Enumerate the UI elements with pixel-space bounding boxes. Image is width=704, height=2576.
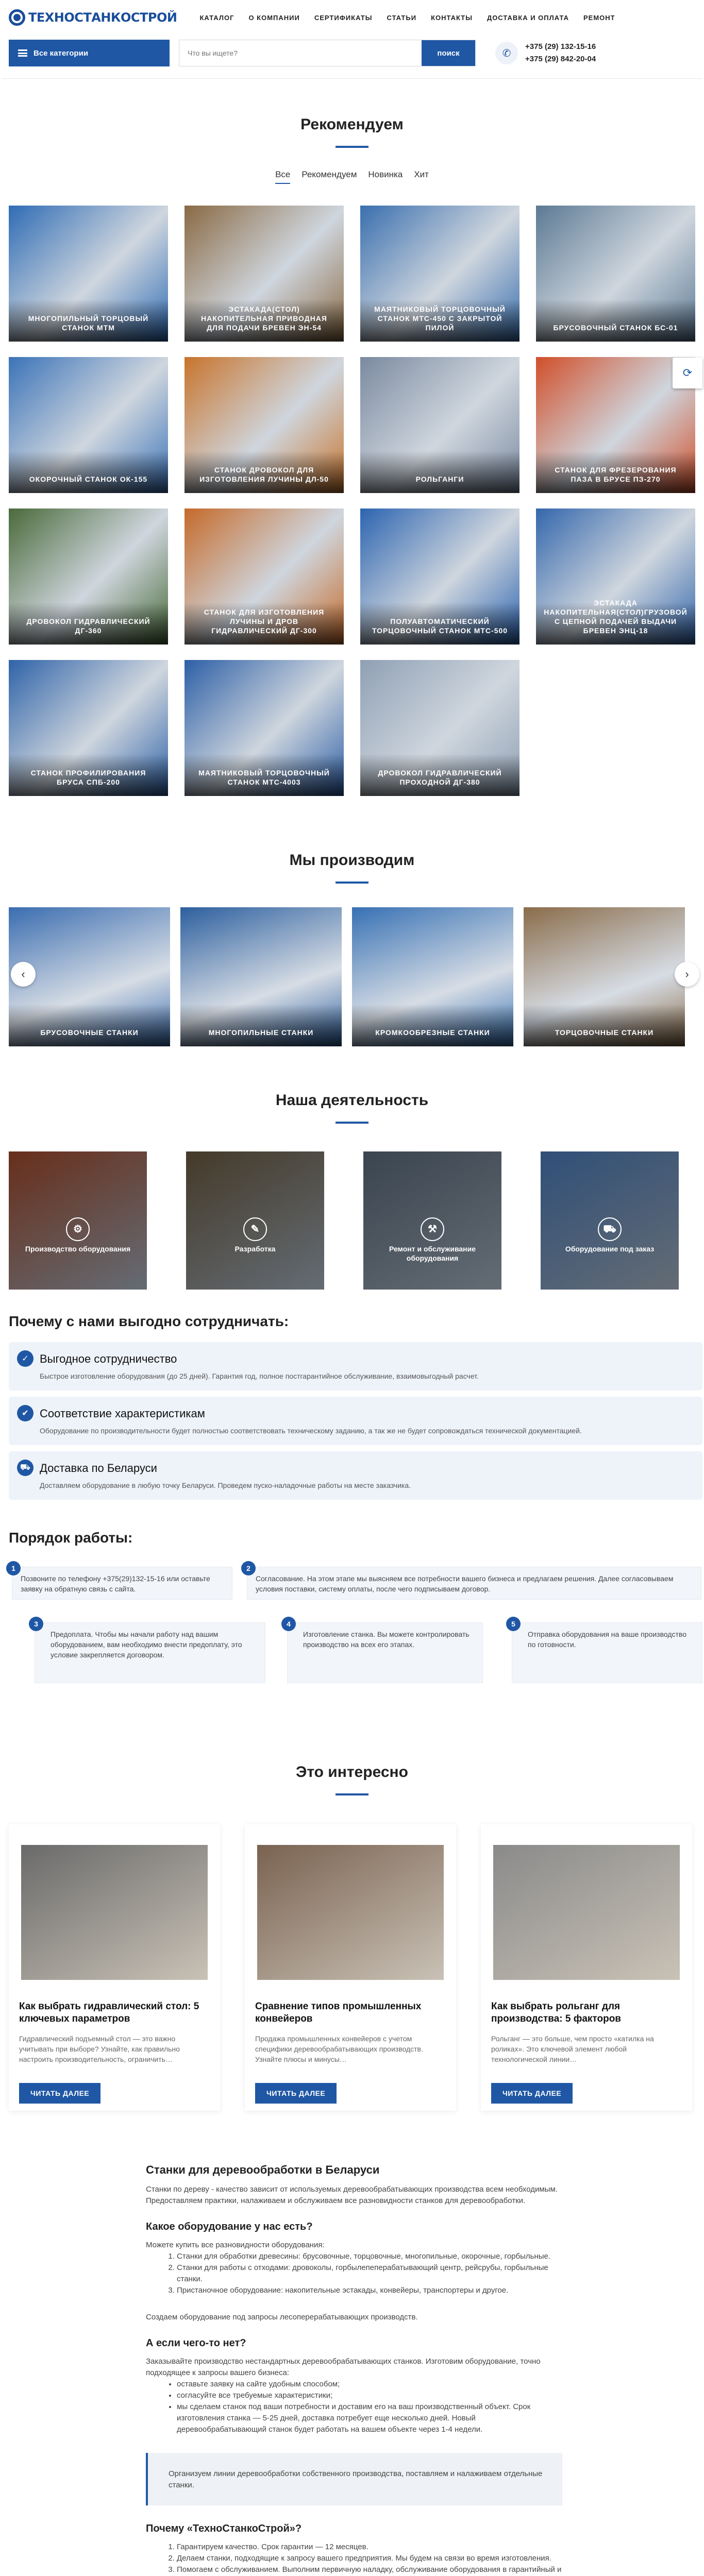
order-steps [9,1564,702,1686]
why-item-text: Оборудование по производительности будет полностью соответствовать техническому заданию, а так же не будет сопровождаться технической документацией. [40,1427,582,1435]
activity-label: Производство оборудования [25,1245,131,1253]
nav-certificates[interactable]: СЕРТИФИКАТЫ [314,13,373,22]
nav-delivery[interactable]: ДОСТАВКА И ОПЛАТА [487,13,569,22]
seo-heading: Станки для деревообработки в Беларуси [146,2163,380,2176]
activity-label: Оборудование под заказ [565,1245,655,1253]
activity-item[interactable] [9,1151,147,1290]
product-card[interactable] [360,206,519,342]
product-card-label: ДРОВОКОЛ ГИДРАВЛИЧЕСКИЙ ДГ-360 [9,602,168,645]
factory-icon: ⚙ [66,1217,90,1241]
activity-caption [541,1217,679,1253]
recommend-grid [9,206,702,796]
product-card[interactable] [536,206,695,342]
article-photo[interactable] [493,1845,680,1980]
product-card[interactable] [360,660,519,796]
product-card-label: СТАНОК ПРОФИЛИРОВАНИЯ БРУСА СПБ-200 [9,754,168,796]
product-card-label: СТАНОК ДРОВОКОЛ ДЛЯ ИЗГОТОВЛЕНИЯ ЛУЧИНЫ ДЛ-50 [185,451,344,493]
site-logo[interactable] [9,9,177,26]
title-underline [336,1793,368,1795]
seo-steps-list [177,2379,562,2435]
order-step [35,1622,265,1683]
article-excerpt: Гидравлический подъемный стол — это важно учитывать при выборе? Узнайте, как правильно настроить производительность, ограничить… [19,2035,180,2063]
product-card-label: ОКОРОЧНЫЙ СТАНОК ОК-155 [9,451,168,493]
recaptcha-badge[interactable]: ⟳ [673,358,702,388]
product-card-label: РОЛЬГАНГИ [360,451,519,493]
header-phone-2[interactable]: +375 (29) 842-20-04 [525,55,596,63]
activity-item[interactable] [363,1151,501,1290]
step-number: 4 [281,1617,296,1631]
category-slide[interactable] [352,907,513,1046]
article-card [245,1824,456,2111]
why-item-title: Выгодное сотрудничество [40,1352,177,1365]
activity-label: Ремонт и обслуживание оборудования [389,1245,476,1262]
product-card-label: ПОЛУАВТОМАТИЧЕСКИЙ ТОРЦОВОЧНЫЙ СТАНОК МТС-500 [360,602,519,645]
phone-icon: ✆ [495,42,518,64]
all-categories-button[interactable] [9,40,170,66]
articles-grid [9,1824,702,2111]
title-underline [336,146,368,148]
category-slide-label: ТОРЦОВОЧНЫЕ СТАНКИ [524,1004,685,1046]
step-number: 1 [6,1561,21,1575]
production-title: Мы производим [289,852,415,869]
article-photo[interactable] [21,1845,208,1980]
production-slider [9,907,702,1046]
wrench-icon: ⚒ [421,1217,444,1241]
article-photo[interactable] [257,1845,444,1980]
category-slide[interactable] [524,907,685,1046]
step-number: 5 [506,1617,521,1631]
nav-repair[interactable]: РЕМОНТ [583,13,615,22]
order-step [246,1564,701,1600]
article-title[interactable]: Сравнение типов промышленных конвейеров [255,2001,422,2024]
slider-next-button[interactable]: › [675,962,699,987]
header-phones [495,41,596,65]
list-item: • мы сделаем станок под ваши потребности и доставим его на ваш производственный объект. Срок изготовления станка — 5-25 дней, доставка потребует еще несколько дней. Новый деревообрабатывающий станок будет работать на вашем объекте через 1-4 недели. [177,2401,562,2435]
article-card [481,1824,692,2111]
activity-item[interactable] [541,1151,679,1290]
product-card[interactable] [185,206,344,342]
handshake-icon: ✓ [17,1350,33,1367]
article-title[interactable]: Как выбрать гидравлический стол: 5 ключевых параметров [19,2001,199,2024]
list-item: • согласуйте все требуемые характеристики; [177,2390,562,2401]
header-phone-1[interactable]: +375 (29) 132-15-16 [525,42,596,51]
list-item: 3. Помогаем с обслуживанием. Выполним первичную наладку, обслуживание оборудования в гарантийный и [177,2564,562,2576]
category-slide-label: БРУСОВОЧНЫЕ СТАНКИ [9,1004,170,1046]
why-item-title: Доставка по Беларуси [40,1462,157,1475]
nav-articles[interactable]: СТАТЬИ [387,13,417,22]
order-step [512,1622,702,1683]
why-item [9,1451,702,1500]
why-list [9,1342,702,1500]
product-card[interactable] [9,206,168,342]
product-card[interactable] [185,509,344,645]
step-number: 3 [29,1617,43,1631]
activity-caption [363,1217,501,1263]
seo-equipment-list [177,2251,562,2296]
nav-about[interactable]: О КОМПАНИИ [248,13,300,22]
truck-icon: ⛟ [17,1460,33,1476]
seo-text [146,2164,562,2576]
seo-paragraph: Создаем оборудование под запросы лесоперерабатывающих производств. [146,2313,418,2321]
order-title: Порядок работы: [9,1530,133,1546]
title-underline [336,1122,368,1124]
product-card-label: ДРОВОКОЛ ГИДРАВЛИЧЕСКИЙ ПРОХОДНОЙ ДГ-380 [360,754,519,796]
product-card[interactable] [360,357,519,493]
product-card-label: МНОГОПИЛЬНЫЙ ТОРЦОВЫЙ СТАНОК МТМ [9,299,168,342]
checklist-icon: ✔ [17,1405,33,1421]
product-card-label: МАЯТНИКОВЫЙ ТОРЦОВОЧНЫЙ СТАНОК МТС-450 С ЗАКРЫТОЙ ПИЛОЙ [360,299,519,342]
nav-catalog[interactable]: КАТАЛОГ [199,13,234,22]
logo-gear-icon [9,9,25,26]
why-item [9,1397,702,1445]
tab-all[interactable]: Все [275,170,290,184]
tab-hit[interactable]: Хит [414,170,429,179]
read-more-button[interactable]: ЧИТАТЬ ДАЛЕЕ [491,2083,573,2104]
product-card-label: БРУСОВОЧНЫЙ СТАНОК БС-01 [536,299,695,342]
activity-caption [186,1217,324,1253]
category-slide-label: КРОМКООБРЕЗНЫЕ СТАНКИ [352,1004,513,1046]
article-excerpt: Рольганг — это больше, чем просто «катилка на роликах». Это ключевой элемент любой технологической линии… [491,2035,654,2063]
nav-contacts[interactable]: КОНТАКТЫ [431,13,473,22]
product-card[interactable] [185,357,344,493]
product-card[interactable] [9,509,168,645]
activity-item[interactable] [186,1151,324,1290]
read-more-button[interactable]: ЧИТАТЬ ДАЛЕЕ [255,2083,337,2104]
search-form [179,40,476,66]
list-item: 1. Гарантируем качество. Срок гарантии — 12 месяцев. [177,2541,562,2553]
product-card[interactable] [9,660,168,796]
seo-subheading: Какое оборудование у нас есть? [146,2221,313,2232]
step-text: Согласование. На этом этапе мы выясняем все потребности вашего бизнеса и предлагаем решения. Далее согласовываем условия поставки, систему оплаты, после чего подписываем договор. [256,1574,674,1593]
article-excerpt: Продажа промышленных конвейеров с учетом специфики деревообрабатывающих производств. Узнайте плюсы и минусы… [255,2035,423,2063]
why-item [9,1342,702,1391]
list-item: 2. Делаем станки, подходящие к запросу вашего предприятия. Мы будем на связи во время изготовления. [177,2553,562,2564]
tab-recommend[interactable]: Рекомендуем [301,170,357,179]
order-step [287,1622,483,1683]
seo-subheading: Почему «ТехноСтанкоСтрой»? [146,2523,302,2534]
search-button[interactable]: поиск [422,40,475,66]
menu-icon [18,49,27,57]
list-item: 2. Станки для работы с отходами: дровоколы, горбылепеперабатывающий центр, рейсрубы, горбыльные станки. [177,2262,562,2285]
cart-icon: ⛟ [598,1217,622,1241]
title-underline [336,882,368,884]
top-bar [2,0,702,35]
product-card-label: СТАНОК ДЛЯ ИЗГОТОВЛЕНИЯ ЛУЧИНЫ И ДРОВ ГИДРАВЛИЧЕСКИЙ ДГ-300 [185,602,344,645]
article-title[interactable]: Как выбрать рольганг для производства: 5 факторов [491,2001,621,2024]
product-card[interactable] [185,660,344,796]
article-card [9,1824,220,2111]
why-title: Почему с нами выгодно сотрудничать: [9,1313,289,1329]
product-card[interactable] [360,509,519,645]
product-card-label: ЭСТАКАДА(СТОЛ) НАКОПИТЕЛЬНАЯ ПРИВОДНАЯ ДЛЯ ПОДАЧИ БРЕВЕН ЭН-54 [185,299,344,342]
search-row [2,35,702,71]
product-card-label: СТАНОК ДЛЯ ФРЕЗЕРОВАНИЯ ПАЗА В БРУСЕ ПЗ-270 [536,451,695,493]
step-text: Позвоните по телефону +375(29)132-15-16 или оставьте заявку на обратную связь с сайта. [21,1574,210,1593]
articles-title: Это интересно [296,1764,408,1781]
product-card[interactable] [9,357,168,493]
product-card[interactable] [536,509,695,645]
why-item-text: Быстрое изготовление оборудования (до 25 дней). Гарантия год, полное постгарантийное обслуживание, взаимовыгодный расчет. [40,1372,479,1380]
step-text: Отправка оборудования на ваше производство по готовности. [528,1630,686,1649]
seo-paragraph: Заказывайте производство нестандартных деревообрабатывающих станков. Изготовим оборудование, точно подходящее к запросы вашего бизнеса: [146,2357,541,2377]
list-item: 3. Пристаночное оборудование: накопительные эстакады, конвейеры, транспортеры и другое. [177,2285,562,2296]
category-slide-label: МНОГОПИЛЬНЫЕ СТАНКИ [180,1004,342,1046]
seo-subheading: А если чего-то нет? [146,2337,246,2349]
tab-new[interactable]: Новинка [368,170,403,179]
recommend-tabs [2,170,702,184]
all-categories-label: Все категории [33,48,89,58]
product-card-label: МАЯТНИКОВЫЙ ТОРЦОВОЧНЫЙ СТАНОК МТС-4003 [185,754,344,796]
product-card-label: ЭСТАКАДА НАКОПИТЕЛЬНАЯ(СТОЛ)ГРУЗОВОЙ С ЦЕПНОЙ ПОДАЧЕЙ ВЫДАЧИ БРЕВЕН ЭНЦ-18 [536,602,695,645]
logo-text: ТЕХНОСТАНКОСТРОЙ [28,10,177,25]
category-slide[interactable] [180,907,342,1046]
list-item: • оставьте заявку на сайте удобным способом; [177,2379,562,2390]
order-step [11,1564,232,1600]
seo-quote: Организуем линии деревообработки собственного производства, поставляем и налаживаем отдельные станки. [146,2453,562,2505]
why-item-text: Доставляем оборудование в любую точку Беларуси. Проведем пуско-наладочные работы на месте заказчика. [40,1481,411,1489]
step-text: Предоплата. Чтобы мы начали работу над вашим оборудованием, вам необходимо внести предоплату, это условие закрепляется договором. [51,1630,242,1659]
seo-why-list [177,2541,562,2576]
pencil-icon: ✎ [243,1217,267,1241]
why-item-title: Соответствие характеристикам [40,1407,205,1420]
activity-grid [9,1151,702,1290]
seo-list-intro: Можете купить все разновидности оборудования: [146,2241,325,2249]
list-item: 1. Станки для обработки древесины: брусовочные, торцовочные, многопильные, окорочные, горбыльные. [177,2251,562,2262]
activity-caption [9,1217,147,1253]
activity-title: Наша деятельность [275,1092,429,1109]
step-number: 2 [241,1561,256,1575]
activity-label: Разработка [234,1245,276,1253]
read-more-button[interactable]: ЧИТАТЬ ДАЛЕЕ [19,2083,100,2104]
seo-intro: Станки по дереву - качество зависит от используемых деревообрабатывающих производства всем необходимым. Предоставляем практики, налаживаем и обслуживаем все разновидности станков для деревообработки. [146,2185,558,2205]
product-card[interactable] [536,357,695,493]
search-input[interactable] [179,40,422,66]
main-nav [199,14,615,22]
slider-prev-button[interactable]: ‹ [11,962,36,987]
step-text: Изготовление станка. Вы можете контролировать производство на всех его этапах. [303,1630,470,1649]
recommend-title: Рекомендуем [300,116,404,133]
